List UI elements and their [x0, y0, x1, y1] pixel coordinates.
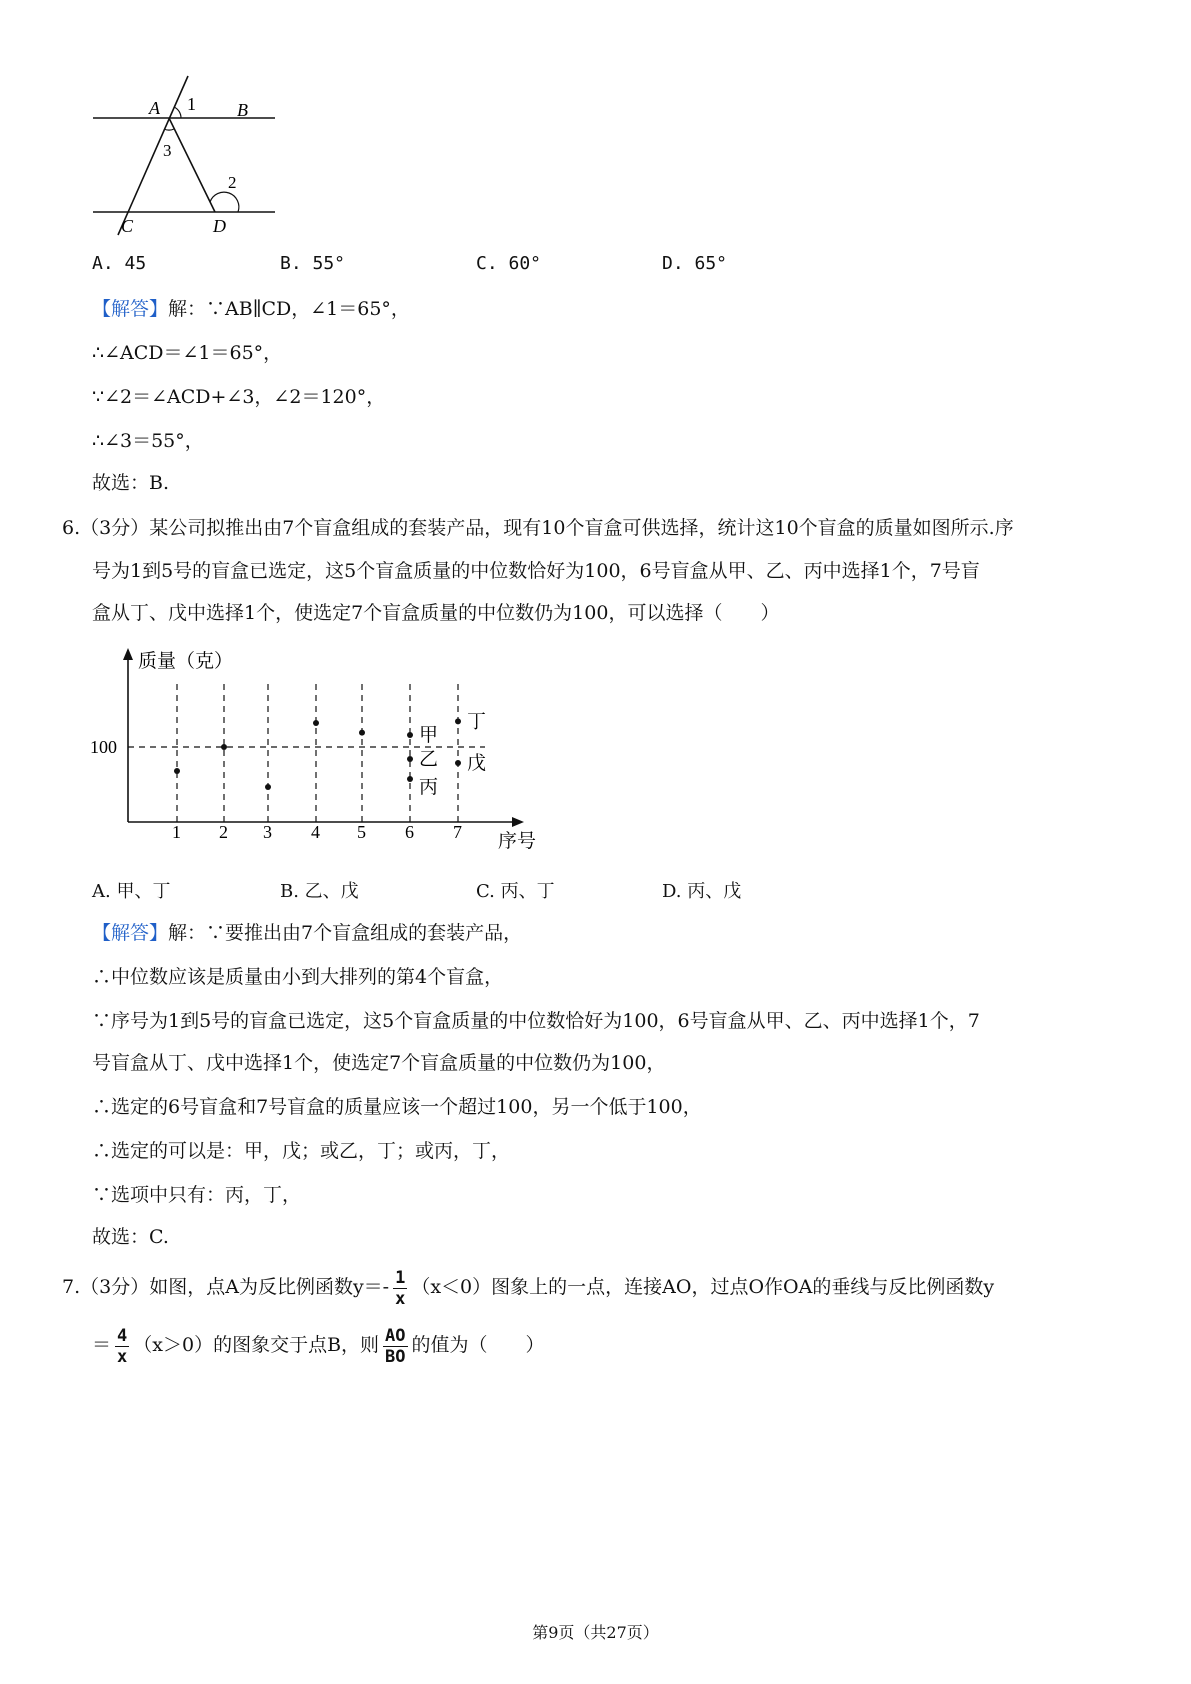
data-point-10: [455, 760, 461, 766]
x-tick-label-2: 2: [219, 822, 228, 842]
angle-arc-1: [174, 107, 181, 118]
q5-solution-line-1: [92, 296, 410, 322]
q5-solution-line-4: ∴∠3＝55°，: [92, 430, 204, 452]
q5-solution-text-1: 解：∵AB∥CD，∠1＝65°，: [168, 298, 410, 320]
q6-solution-line-5: ∴选定的6号盲盒和7号盲盒的质量应该一个超过100，另一个低于100，: [92, 1096, 702, 1118]
label-a: A: [149, 98, 160, 118]
label-c: C: [121, 216, 134, 236]
data-point-3: [265, 784, 271, 790]
label-2: 2: [228, 173, 237, 192]
q6-solution-line-7: ∵选项中只有：丙，丁，: [92, 1184, 302, 1206]
q7-text-1: 7.（3分）如图，点A为反比例函数y＝-: [62, 1276, 390, 1298]
q5-geometry-figure: [85, 70, 285, 240]
q6-solution-line-6: ∴选定的可以是：甲，戊；或乙，丁；或丙，丁，: [92, 1140, 511, 1162]
q6-solution-line-8: 故选：C.: [92, 1226, 169, 1248]
q7-stem-line-1: [62, 1262, 994, 1312]
data-point-6: [407, 732, 413, 738]
frac3-numerator: AO: [385, 1325, 406, 1346]
y-axis-arrow: [123, 648, 133, 660]
q5-option-d: D. 65°: [662, 253, 728, 274]
data-point-2: [221, 744, 227, 750]
q6-option-c: C. 丙、丁: [476, 881, 555, 902]
x-tick-label-1: 1: [172, 822, 181, 842]
q6-stem-line-2: 号为1到5号的盲盒已选定，这5个盲盒质量的中位数恰好为100，6号盲盒从甲、乙、丙中选择1个，7号盲: [92, 560, 980, 582]
line-ad: [169, 118, 215, 212]
q5-solution-line-3: ∵∠2＝∠ACD+∠3，∠2＝120°，: [92, 386, 386, 408]
q5-option-b: B. 55°: [280, 253, 346, 274]
point-label-9: 丁: [467, 711, 487, 733]
q7-stem-line-2: [92, 1320, 545, 1370]
q6-stem-line-1: 6.（3分）某公司拟推出由7个盲盒组成的套装产品，现有10个盲盒可供选择，统计这10个盲盒的质量如图所示.序: [62, 517, 1014, 539]
frac3-denominator: BO: [385, 1346, 406, 1367]
chart-marks: [90, 684, 486, 842]
frac2-denominator: x: [117, 1346, 128, 1367]
frac1-denominator: x: [395, 1288, 406, 1309]
q6-solution-line-3: ∵序号为1到5号的盲盒已选定，这5个盲盒质量的中位数恰好为100，6号盲盒从甲、乙、丙中选择1个，7: [92, 1010, 980, 1032]
x-tick-label-6: 6: [405, 822, 414, 842]
frac2-numerator: 4: [117, 1325, 128, 1346]
q6-option-b: B. 乙、戊: [280, 881, 359, 902]
frac1-numerator: 1: [395, 1267, 406, 1288]
x-axis-arrow: [512, 817, 524, 827]
solution-tag: 【解答】: [92, 298, 169, 320]
label-3: 3: [163, 141, 172, 160]
q6-solution-line-4: 号盲盒从丁、戊中选择1个，使选定7个盲盒质量的中位数仍为100，: [92, 1052, 666, 1074]
q6-solution-text-1: 解：∵要推出由7个盲盒组成的套装产品，: [168, 922, 523, 944]
q6-option-a: A. 甲、丁: [92, 881, 171, 902]
label-b: B: [237, 100, 248, 120]
solution-tag: 【解答】: [92, 922, 169, 944]
point-label-10: 戊: [467, 753, 487, 774]
q7-text-4: （x＞0）的图象交于点B，则: [133, 1334, 380, 1356]
q5-solution-line-2: ∴∠ACD＝∠1＝65°，: [92, 342, 283, 364]
data-point-1: [174, 768, 180, 774]
q7-text-5: 的值为（ ）: [411, 1334, 545, 1356]
data-point-4: [313, 720, 319, 726]
q6-stem-line-3: 盒从丁、戊中选择1个，使选定7个盲盒质量的中位数仍为100，可以选择（ ）: [92, 602, 780, 624]
q6-solution-line-1: [92, 920, 522, 946]
page-footer: 第9页（共27页）: [532, 1623, 659, 1642]
y-tick-label-100: 100: [90, 737, 117, 757]
q5-option-a: A. 45: [92, 253, 147, 274]
data-point-7: [407, 756, 413, 762]
fraction-4-over-x: [115, 1326, 129, 1367]
q5-solution-line-5: 故选：B.: [92, 472, 170, 494]
angle-arc-3: [164, 129, 174, 130]
x-tick-label-7: 7: [453, 822, 462, 842]
q6-solution-line-2: ∴中位数应该是质量由小到大排列的第4个盲盒，: [92, 966, 504, 988]
y-axis-label: 质量（克）: [138, 651, 234, 672]
data-point-5: [359, 730, 365, 736]
q7-text-3: ＝: [92, 1334, 112, 1356]
q6-scatter-chart: [90, 640, 560, 860]
fraction-ao-over-bo: [383, 1326, 407, 1367]
label-1: 1: [187, 94, 196, 114]
x-tick-label-4: 4: [311, 822, 320, 842]
q6-option-d: D. 丙、戊: [662, 881, 742, 902]
q5-option-c: C. 60°: [476, 253, 542, 274]
x-axis-label: 序号: [498, 831, 537, 852]
q7-text-2: （x＜0）图象上的一点，连接AO，过点O作OA的垂线与反比例函数y: [411, 1276, 995, 1298]
point-label-8: 丙: [419, 777, 439, 798]
label-d: D: [213, 216, 226, 236]
x-tick-label-3: 3: [263, 822, 272, 842]
data-point-9: [455, 718, 461, 724]
data-point-8: [407, 776, 413, 782]
x-tick-label-5: 5: [357, 822, 366, 842]
fraction-1-over-x: [393, 1268, 407, 1309]
point-label-7: 乙: [419, 749, 439, 770]
point-label-6: 甲: [419, 725, 439, 746]
